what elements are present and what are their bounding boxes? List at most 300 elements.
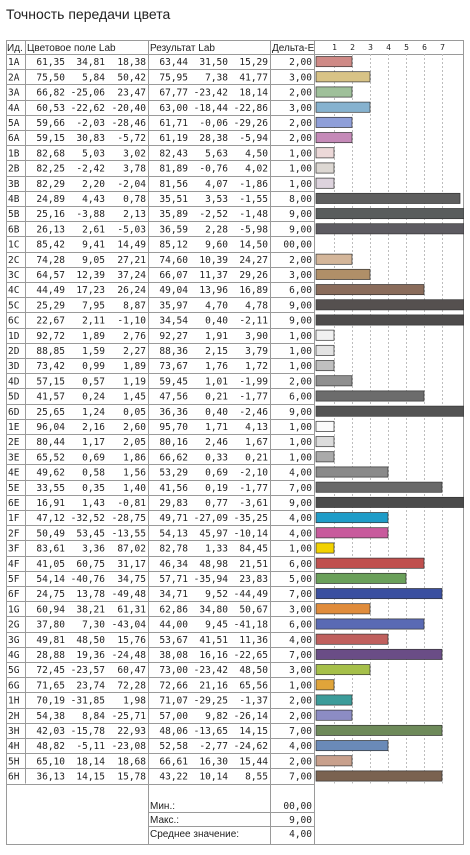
delta-e-bar	[316, 573, 406, 583]
reference-lab-value: 64,57	[36, 270, 65, 281]
delta-e-value: 9,00	[289, 498, 312, 509]
result-lab-value: 36,36	[159, 406, 188, 418]
delta-e-value: 8,00	[289, 194, 312, 205]
delta-e-value: 9,00	[289, 224, 312, 236]
delta-e-value: 1,00	[289, 361, 312, 373]
result-lab-value: 24,27	[239, 254, 268, 266]
result-lab-value: 2,28	[205, 224, 228, 236]
reference-lab-value: 5,03	[82, 148, 105, 160]
reference-lab-value: -43,04	[111, 619, 146, 631]
summary-block	[150, 801, 312, 840]
result-lab-value: 67,77	[159, 87, 188, 99]
delta-e-value: 2,00	[289, 710, 312, 722]
reference-lab-value: 37,80	[36, 619, 65, 631]
delta-e-value: 4,00	[289, 467, 312, 479]
table-row	[8, 665, 312, 676]
reference-lab-value: 23,47	[117, 87, 146, 99]
result-lab-value: 66,62	[159, 452, 188, 464]
table-row	[8, 118, 312, 129]
reference-lab-value: 80,44	[36, 437, 65, 449]
reference-lab-value: -5,03	[117, 224, 146, 236]
reference-lab-value: 24,75	[36, 589, 65, 601]
table-row	[8, 376, 312, 387]
row-id: 2H	[8, 710, 20, 722]
delta-e-value: 5,00	[289, 574, 312, 585]
table-row	[8, 772, 312, 783]
reference-lab-value: 9,41	[82, 239, 105, 251]
row-id: 3G	[8, 634, 20, 646]
row-id: 1F	[8, 513, 20, 525]
result-lab-value: 7,38	[205, 72, 228, 84]
result-lab-value: 4,50	[245, 148, 268, 160]
delta-e-bar	[316, 391, 424, 401]
summary-avg-value: 4,00	[289, 829, 312, 840]
result-lab-value: 35,89	[159, 209, 188, 221]
reference-lab-value: 7,95	[82, 300, 105, 312]
reference-lab-value: 2,20	[82, 178, 105, 190]
delta-e-value: 3,00	[289, 604, 312, 616]
delta-e-value: 6,00	[289, 619, 312, 631]
reference-lab-value: 34,81	[76, 57, 105, 69]
delta-e-value: 7,00	[289, 726, 312, 737]
reference-lab-value: 0,05	[123, 406, 146, 418]
reference-lab-value: 83,61	[36, 543, 65, 555]
result-lab-value: 49,71	[159, 513, 188, 525]
result-lab-value: 2,46	[205, 437, 228, 449]
delta-e-value: 1,00	[289, 680, 312, 692]
reference-lab-value: 42,03	[36, 726, 65, 737]
reference-lab-value: 96,04	[36, 422, 65, 433]
row-id: 1C	[8, 239, 20, 251]
result-lab-value: -29,25	[193, 695, 228, 707]
reference-lab-value: 13,78	[76, 589, 105, 601]
row-id: 4A	[8, 102, 20, 114]
reference-lab-value: 85,42	[36, 239, 65, 251]
result-lab-value: 9,45	[205, 619, 228, 631]
reference-lab-value: 41,05	[36, 558, 65, 570]
result-lab-value: 13,96	[199, 285, 228, 297]
result-lab-value: -1,48	[239, 209, 268, 221]
page-title: Точность передачи цвета	[6, 6, 171, 22]
reference-lab-value: 25,29	[36, 300, 65, 312]
table-row	[8, 452, 312, 463]
delta-e-bar	[316, 513, 388, 523]
delta-e-bar	[316, 619, 424, 629]
reference-lab-value: 50,42	[117, 72, 146, 84]
reference-lab-value: 47,12	[36, 513, 65, 525]
delta-e-bar	[316, 224, 464, 234]
result-lab-value: 4,13	[245, 422, 268, 433]
result-lab-value: 72,66	[159, 680, 188, 692]
result-lab-value: 57,71	[159, 574, 188, 585]
result-lab-value: -2,10	[239, 467, 268, 479]
reference-lab-value: 16,91	[36, 498, 65, 509]
color-accuracy-table	[6, 40, 464, 845]
reference-lab-value: -5,11	[76, 741, 105, 753]
reference-lab-value: -0,81	[117, 498, 146, 509]
reference-lab-value: 1,56	[123, 467, 146, 479]
row-id: 5F	[8, 574, 20, 585]
table-header	[7, 43, 315, 54]
delta-e-bar	[316, 209, 464, 219]
reference-lab-value: 2,27	[123, 346, 146, 357]
reference-lab-value: -25,06	[70, 87, 105, 99]
reference-lab-value: 1,40	[123, 482, 146, 494]
reference-lab-value: -3,88	[76, 209, 105, 221]
result-lab-value: 74,60	[159, 254, 188, 266]
row-id: 2E	[8, 437, 20, 449]
delta-e-value: 1,00	[289, 422, 312, 433]
reference-lab-value: 2,76	[123, 330, 146, 342]
result-lab-value: 3,53	[205, 194, 228, 205]
delta-e-bar	[316, 680, 334, 690]
result-lab-value: 29,83	[159, 498, 188, 509]
delta-e-bar	[316, 315, 464, 325]
reference-lab-value: 2,05	[123, 437, 146, 449]
reference-lab-value: 12,39	[76, 270, 105, 281]
delta-e-bar	[316, 87, 352, 97]
result-lab-value: 52,58	[159, 741, 188, 753]
reference-lab-value: 1,17	[82, 437, 105, 449]
delta-e-value: 7,00	[289, 771, 312, 783]
reference-lab-value: 0,99	[82, 361, 105, 373]
delta-e-bar	[316, 589, 442, 599]
delta-e-value: 2,00	[289, 118, 312, 129]
delta-e-bar	[316, 117, 352, 127]
delta-e-value: 2,00	[289, 254, 312, 266]
tick-label: 4	[386, 43, 391, 52]
reference-lab-value: -5,72	[117, 133, 146, 145]
delta-e-bar	[316, 285, 424, 295]
reference-lab-value: -13,55	[111, 528, 146, 540]
reference-lab-value: 1,43	[82, 498, 105, 509]
reference-lab-value: 2,60	[123, 422, 146, 433]
table-row	[8, 179, 312, 190]
result-lab-value: 11,37	[199, 270, 228, 281]
result-lab-value: 0,77	[205, 498, 228, 509]
table-row	[8, 209, 312, 220]
result-lab-value: 3,79	[245, 346, 268, 357]
delta-e-bar	[316, 452, 334, 462]
delta-e-value: 3,00	[289, 102, 312, 114]
table-row	[8, 361, 312, 372]
reference-lab-value: 7,30	[82, 619, 105, 631]
table-row	[8, 148, 312, 159]
reference-lab-value: 54,14	[36, 574, 65, 585]
result-lab-value: -22,65	[233, 650, 268, 661]
reference-lab-value: 1,89	[82, 330, 105, 342]
delta-e-bars	[316, 57, 464, 782]
reference-lab-value: -25,71	[111, 710, 146, 722]
result-lab-value: -27,09	[193, 513, 228, 525]
reference-lab-value: -22,62	[70, 102, 105, 114]
result-lab-value: 35,97	[159, 300, 188, 312]
result-lab-value: 59,45	[159, 376, 188, 388]
delta-e-value: 7,00	[289, 482, 312, 494]
table-row	[8, 711, 312, 722]
delta-e-value: 4,00	[289, 741, 312, 753]
result-lab-value: -1,77	[239, 482, 268, 494]
result-lab-value: 4,02	[245, 163, 268, 175]
result-lab-value: 1,01	[205, 376, 228, 388]
reference-lab-value: 24,89	[36, 194, 65, 205]
row-id: 2C	[8, 254, 20, 266]
table-row	[8, 437, 312, 448]
row-id: 5A	[8, 118, 20, 129]
reference-lab-value: 23,74	[76, 680, 105, 692]
result-lab-value: 3,90	[245, 330, 268, 342]
reference-lab-value: 14,15	[76, 771, 105, 783]
result-lab-value: -5,98	[239, 224, 268, 236]
row-id: 3F	[8, 543, 20, 555]
result-lab-value: 31,50	[199, 57, 228, 69]
reference-lab-value: 66,82	[36, 87, 65, 99]
result-lab-value: 0,33	[205, 452, 228, 464]
row-id: 2F	[8, 528, 20, 540]
delta-e-bar	[316, 649, 442, 659]
delta-e-value: 1,00	[289, 330, 312, 342]
row-id: 3E	[8, 452, 20, 464]
row-id: 4D	[8, 376, 20, 388]
reference-lab-value: 50,49	[36, 528, 65, 540]
result-lab-value: 88,36	[159, 346, 188, 357]
result-lab-value: -2,46	[239, 406, 268, 418]
result-lab-value: 16,30	[199, 756, 228, 768]
result-lab-value: 10,39	[199, 254, 228, 266]
table-row	[8, 316, 312, 327]
result-lab-value: 0,21	[205, 391, 228, 403]
delta-e-value: 7,00	[289, 650, 312, 661]
reference-lab-value: -2,42	[76, 163, 105, 175]
row-id: 3A	[8, 87, 20, 99]
result-lab-value: 9,52	[205, 589, 228, 601]
table-row	[8, 559, 312, 570]
table-row	[8, 741, 312, 752]
delta-e-value: 2,00	[289, 57, 312, 69]
delta-e-value: 4,00	[289, 513, 312, 525]
table-row	[8, 346, 312, 357]
reference-lab-value: -23,57	[70, 665, 105, 677]
reference-lab-value: 0,24	[82, 391, 105, 403]
table-row	[8, 57, 312, 68]
reference-lab-value: 2,13	[123, 209, 146, 221]
result-lab-value: -24,62	[233, 741, 268, 753]
reference-lab-value: 3,36	[82, 543, 105, 555]
reference-lab-value: 9,05	[82, 254, 105, 266]
result-lab-value: 46,34	[159, 558, 188, 570]
reference-lab-value: 87,02	[117, 543, 146, 555]
result-lab-value: -18,44	[193, 102, 228, 114]
reference-lab-value: -1,10	[117, 315, 146, 327]
table-row	[8, 528, 312, 539]
row-id: 5G	[8, 665, 20, 677]
header-reference-lab: Цветовое поле Lab	[27, 43, 116, 54]
reference-lab-value: 61,31	[117, 604, 146, 616]
result-lab-value: 36,59	[159, 224, 188, 236]
row-id: 6F	[8, 589, 20, 601]
result-lab-value: 1,91	[205, 330, 228, 342]
reference-lab-value: 34,75	[117, 574, 146, 585]
row-id: 1H	[8, 695, 20, 707]
tick-label: 1	[332, 43, 337, 52]
reference-lab-value: 18,38	[117, 57, 146, 69]
reference-lab-value: 59,15	[36, 133, 65, 145]
delta-e-bar	[316, 178, 334, 188]
delta-e-bar	[316, 330, 334, 340]
delta-e-value: 2,00	[289, 133, 312, 145]
row-id: 1E	[8, 422, 20, 433]
reference-lab-value: 1,45	[123, 391, 146, 403]
result-lab-value: 49,04	[159, 285, 188, 297]
row-id: 3B	[8, 178, 20, 190]
result-lab-value: 73,67	[159, 361, 188, 373]
result-lab-value: -1,86	[239, 178, 268, 190]
row-id: 4H	[8, 741, 20, 753]
reference-lab-value: 18,14	[76, 756, 105, 768]
result-lab-value: 0,19	[205, 482, 228, 494]
header-delta-e: Дельта-E	[272, 43, 315, 54]
delta-e-value: 1,00	[289, 452, 312, 464]
result-lab-value: 16,16	[199, 650, 228, 661]
delta-e-value: 1,00	[289, 543, 312, 555]
reference-lab-value: -40,76	[70, 574, 105, 585]
reference-lab-value: 72,45	[36, 665, 65, 677]
reference-lab-value: 1,24	[82, 406, 105, 418]
table-row	[8, 468, 312, 479]
result-lab-value: 61,71	[159, 118, 188, 129]
result-lab-value: 34,80	[199, 604, 228, 616]
result-lab-value: 66,07	[159, 270, 188, 281]
reference-lab-value: 22,93	[117, 726, 146, 737]
result-lab-value: 45,97	[199, 528, 228, 540]
result-lab-value: 4,78	[245, 300, 268, 312]
reference-lab-value: 1,98	[123, 695, 146, 707]
result-lab-value: 1,76	[205, 361, 228, 373]
delta-e-bar	[316, 254, 352, 264]
delta-e-value: 3,00	[289, 270, 312, 281]
row-id: 1A	[8, 57, 20, 69]
table-row	[8, 483, 312, 494]
delta-e-value: 1,00	[289, 346, 312, 357]
row-id: 3H	[8, 726, 20, 737]
reference-lab-value: 0,78	[123, 194, 146, 205]
result-lab-value: 41,56	[159, 482, 188, 494]
reference-lab-value: 2,11	[82, 315, 105, 327]
reference-lab-value: 82,25	[36, 163, 65, 175]
table-row	[8, 88, 312, 99]
result-lab-value: 15,44	[239, 756, 268, 768]
delta-e-bar	[316, 133, 352, 143]
result-lab-value: 29,26	[239, 270, 268, 281]
result-lab-value: -2,11	[239, 315, 268, 327]
result-lab-value: 1,71	[205, 422, 228, 433]
delta-e-bar	[316, 634, 388, 644]
delta-e-value: 9,00	[289, 406, 312, 418]
table-grid	[6, 40, 464, 845]
row-id: 5D	[8, 391, 20, 403]
delta-e-bar	[316, 756, 352, 766]
row-id: 3D	[8, 361, 20, 373]
tick-label: 5	[404, 43, 409, 52]
reference-lab-value: 0,69	[82, 452, 105, 464]
result-lab-value: -26,14	[233, 710, 268, 722]
reference-lab-value: 71,65	[36, 680, 65, 692]
delta-e-bar	[316, 300, 464, 310]
result-lab-value: 15,29	[239, 57, 268, 69]
result-lab-value: -3,61	[239, 498, 268, 509]
delta-e-bar	[316, 148, 334, 158]
reference-lab-value: 61,35	[36, 57, 65, 69]
table-row	[8, 300, 312, 311]
result-lab-value: 92,27	[159, 330, 188, 342]
result-lab-value: 48,06	[159, 726, 188, 737]
result-lab-value: 80,16	[159, 437, 188, 449]
table-row	[8, 240, 312, 251]
reference-lab-value: 1,86	[123, 452, 146, 464]
delta-e-bar	[316, 163, 334, 173]
delta-e-bar	[316, 345, 334, 355]
result-lab-value: -22,86	[233, 102, 268, 114]
result-lab-value: 14,50	[239, 239, 268, 251]
reference-lab-value: 5,84	[82, 72, 105, 84]
table-row	[8, 331, 312, 342]
delta-e-value: 9,00	[289, 315, 312, 327]
result-lab-value: -23,42	[193, 665, 228, 677]
result-lab-value: 62,86	[159, 604, 188, 616]
delta-e-value: 2,00	[289, 87, 312, 99]
table-row	[8, 255, 312, 266]
result-lab-value: 63,44	[159, 57, 188, 69]
reference-lab-value: 30,83	[76, 133, 105, 145]
reference-lab-value: 0,57	[82, 376, 105, 388]
table-row	[8, 285, 312, 296]
reference-lab-value: 82,29	[36, 178, 65, 190]
delta-e-bar	[316, 102, 370, 112]
result-lab-value: 16,89	[239, 285, 268, 297]
table-row	[8, 194, 312, 205]
delta-e-value: 6,00	[289, 285, 312, 297]
reference-lab-value: 59,66	[36, 118, 65, 129]
reference-lab-value: 38,21	[76, 604, 105, 616]
delta-e-value: 7,00	[289, 589, 312, 601]
delta-e-bar	[316, 558, 424, 568]
delta-e-bar	[316, 437, 334, 447]
result-lab-value: -10,14	[233, 528, 268, 540]
result-lab-value: -41,18	[233, 619, 268, 631]
delta-e-bar	[316, 528, 388, 538]
reference-lab-value: 48,82	[36, 741, 65, 753]
tick-label: 2	[350, 43, 355, 52]
reference-lab-value: 33,55	[36, 482, 65, 494]
reference-lab-value: -2,03	[76, 118, 105, 129]
reference-lab-value: 65,10	[36, 756, 65, 768]
result-lab-value: -1,37	[239, 695, 268, 707]
delta-e-bar	[316, 771, 442, 781]
row-id: 5C	[8, 300, 20, 312]
reference-lab-value: 60,47	[117, 665, 146, 677]
reference-lab-value: 25,65	[36, 406, 65, 418]
delta-e-value: 2,00	[289, 756, 312, 768]
reference-lab-value: 70,19	[36, 695, 65, 707]
result-lab-value: 4,07	[205, 178, 228, 190]
summary-min-label: Мин.:	[150, 801, 175, 812]
reference-lab-value: 44,49	[36, 285, 65, 297]
row-id: 3C	[8, 270, 20, 281]
delta-e-bar	[316, 193, 460, 203]
reference-lab-value: 27,21	[117, 254, 146, 266]
reference-lab-value: 60,75	[76, 558, 105, 570]
row-id: 6H	[8, 771, 20, 783]
